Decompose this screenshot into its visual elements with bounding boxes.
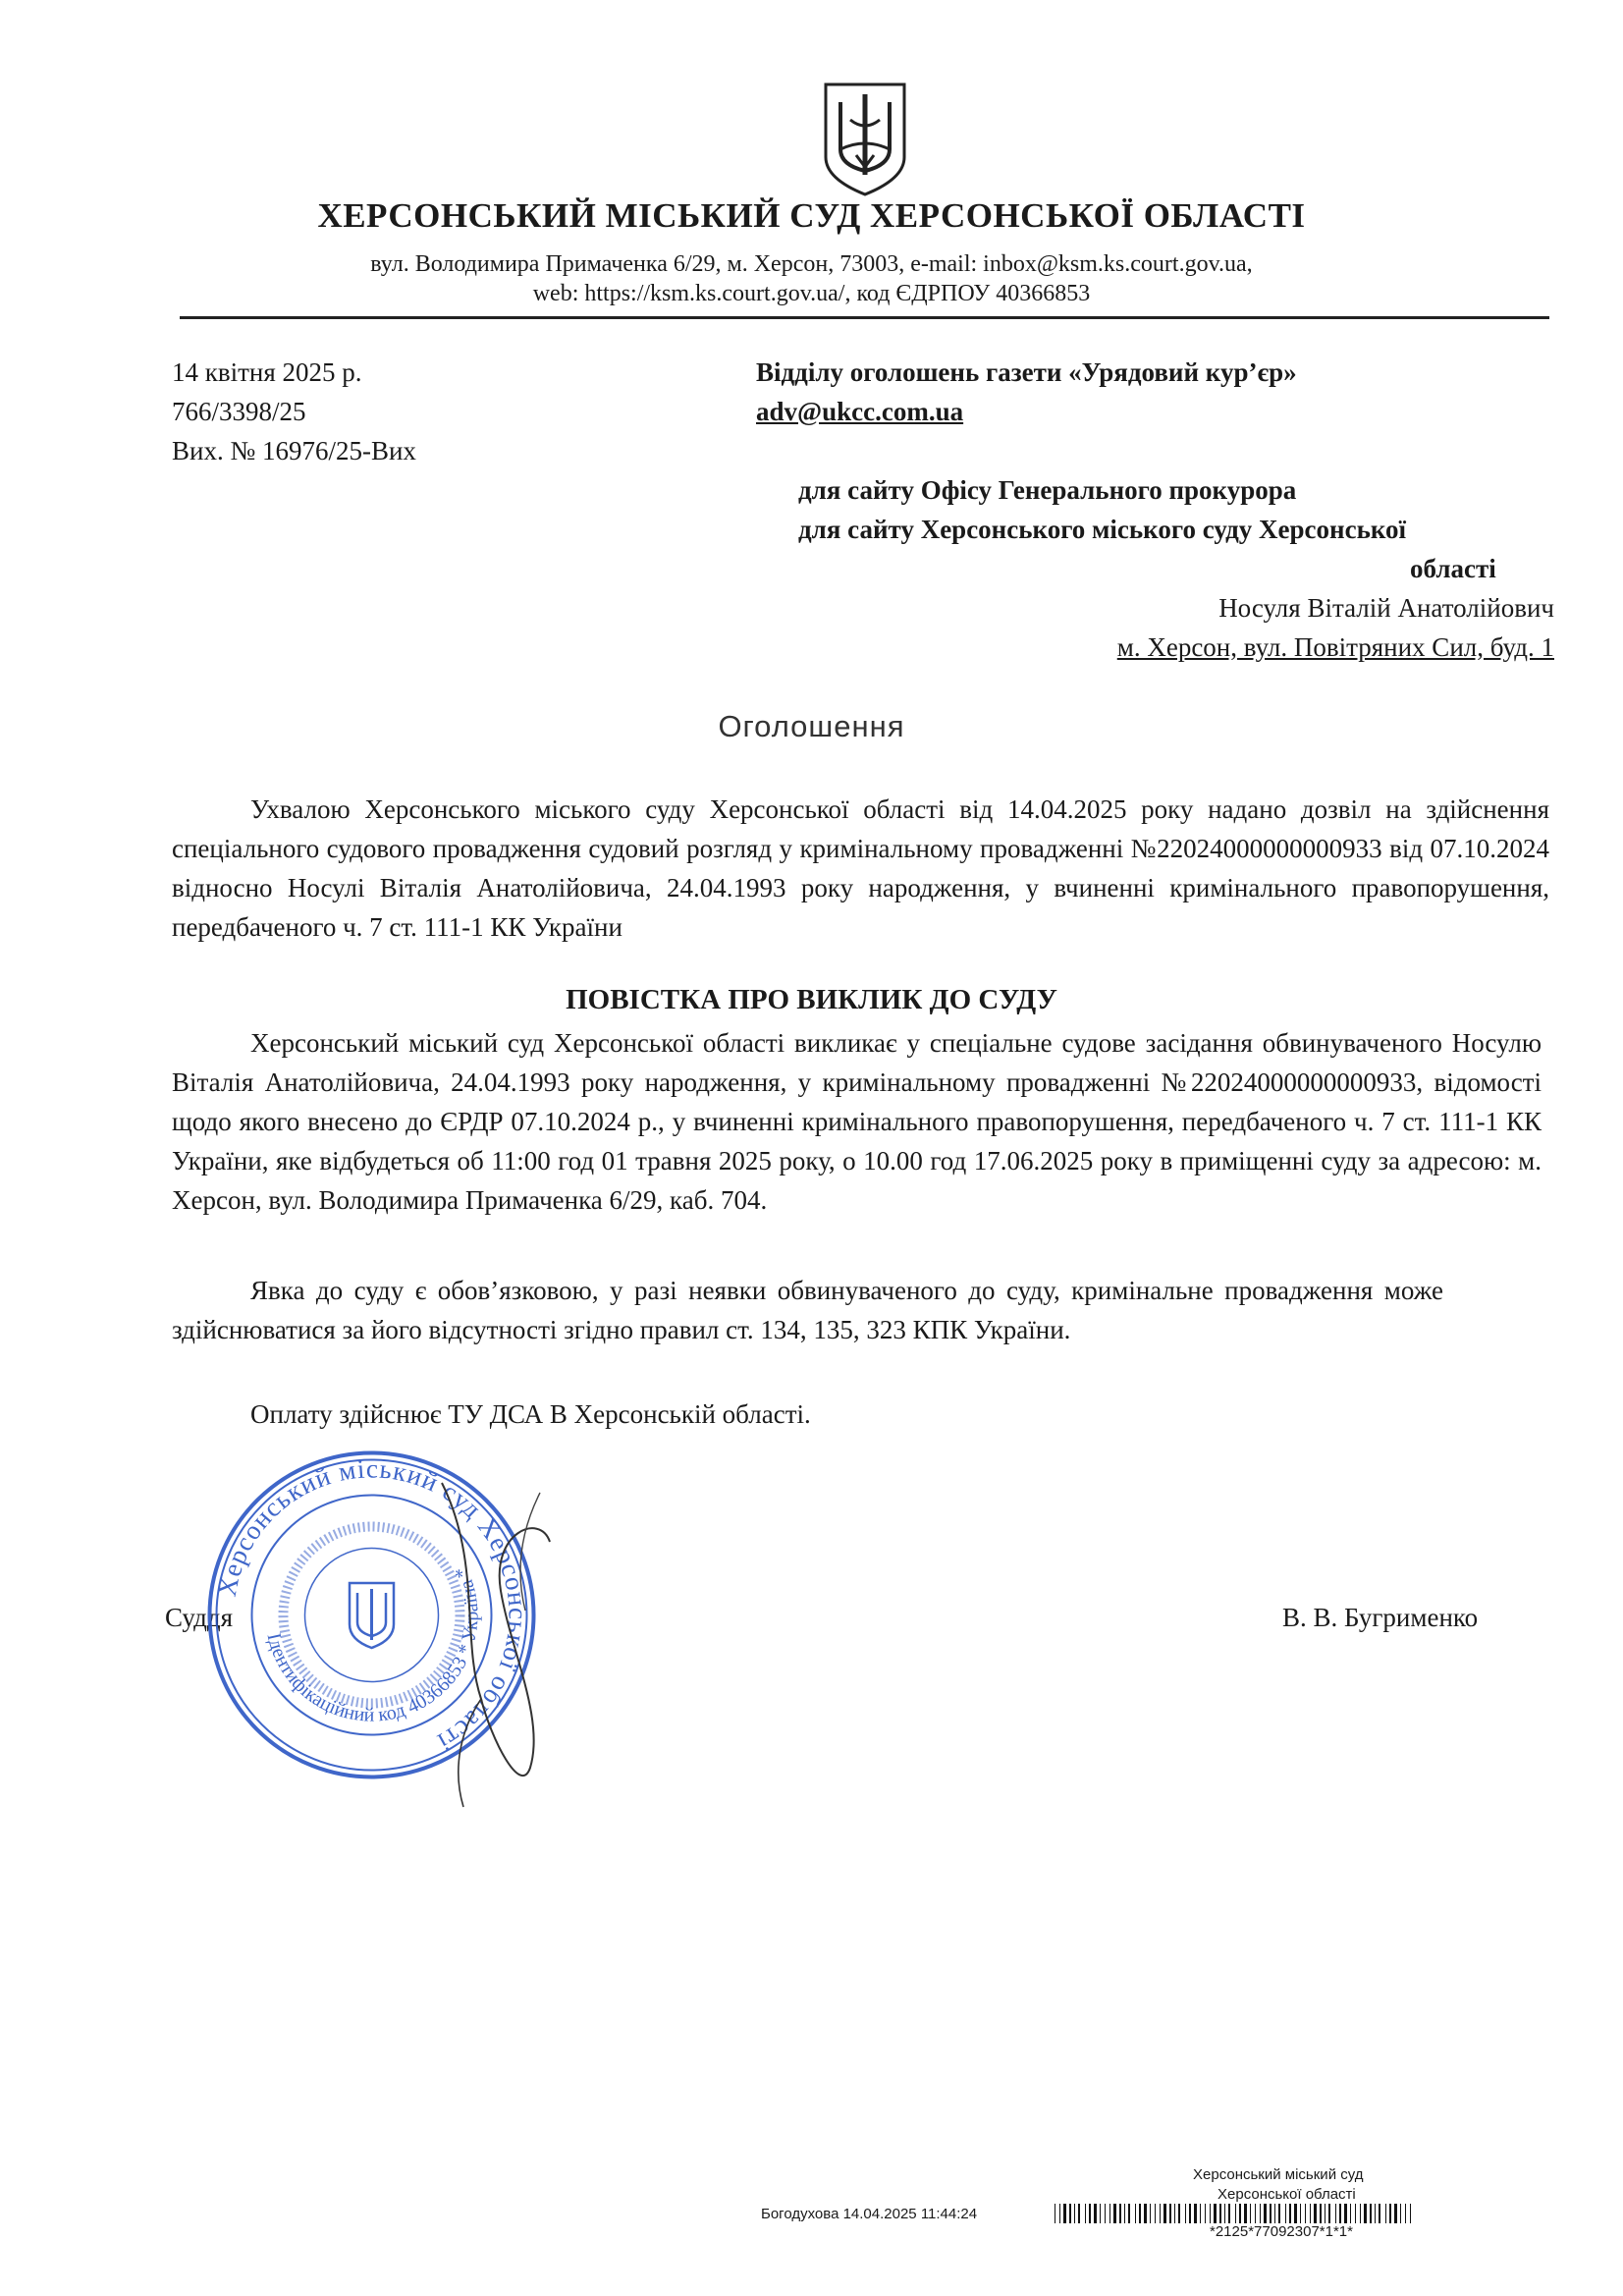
- barcode-bar: [1264, 2204, 1267, 2223]
- barcode-bar: [1228, 2204, 1230, 2223]
- barcode-bar: [1224, 2204, 1225, 2223]
- barcode-bar: [1294, 2204, 1297, 2223]
- barcode-bar: [1389, 2204, 1391, 2223]
- barcode-bar: [1219, 2204, 1221, 2223]
- barcode-bar: [1379, 2204, 1380, 2223]
- barcode-bar: [1335, 2204, 1336, 2223]
- barcode-bar: [1163, 2204, 1166, 2223]
- barcode-bar: [1105, 2204, 1106, 2223]
- barcode-bar: [1350, 2204, 1351, 2223]
- barcode-bar: [1375, 2204, 1376, 2223]
- recipient-prosecutor-site: для сайту Офісу Генерального прокурора: [798, 475, 1297, 505]
- footer-court-name: Херсонський міський суд: [1193, 2166, 1364, 2183]
- court-web-line: web: https://ksm.ks.court.gov.ua/, код ЄДРПОУ 40366853: [532, 281, 1091, 306]
- barcode-bar: [1194, 2204, 1197, 2223]
- barcode-bar: [1094, 2204, 1097, 2223]
- document-barcode: [1055, 2204, 1413, 2223]
- case-number: 766/3398/25: [172, 397, 306, 426]
- recipient-court-site: для сайту Херсонського міського суду Херсонської: [798, 515, 1407, 544]
- barcode-bar: [1085, 2204, 1086, 2223]
- court-name-heading: ХЕРСОНСЬКИЙ МІСЬКИЙ СУД ХЕРСОНСЬКОЇ ОБЛАСТІ: [317, 196, 1306, 235]
- barcode-bar: [1214, 2204, 1217, 2223]
- barcode-bar: [1394, 2204, 1397, 2223]
- outgoing-number: Вих. № 16976/25-Вих: [172, 436, 416, 465]
- barcode-bar: [1328, 2204, 1330, 2223]
- seal-outer-text: Херсонський міський суд Херсонської області: [211, 1453, 533, 1758]
- barcode-bar: [1305, 2204, 1306, 2223]
- summons-paragraph-payment: Оплату здійснює ТУ ДСА В Херсонській області.: [250, 1399, 811, 1429]
- barcode-bar: [1314, 2204, 1317, 2223]
- document-date: 14 квітня 2025 р.: [172, 357, 362, 387]
- barcode-bar: [1385, 2204, 1386, 2223]
- barcode-bar: [1370, 2204, 1372, 2223]
- barcode-bar: [1174, 2204, 1175, 2223]
- barcode-bar: [1344, 2204, 1347, 2223]
- handwritten-signature: [422, 1473, 599, 1827]
- barcode-bar: [1250, 2204, 1251, 2223]
- barcode-bar: [1078, 2204, 1080, 2223]
- barcode-bar: [1260, 2204, 1261, 2223]
- barcode-bar: [1239, 2204, 1241, 2223]
- barcode-bar: [1135, 2204, 1136, 2223]
- barcode-bar: [1300, 2204, 1301, 2223]
- barcode-bar: [1270, 2204, 1271, 2223]
- addressee-address: м. Херсон, вул. Повітряних Сил, буд. 1: [1116, 632, 1554, 662]
- barcode-bar: [1289, 2204, 1291, 2223]
- seal-inner-text: Ідентифікаційний код 40366853 * Україна *: [262, 1562, 483, 1726]
- judge-name: В. В. Бугрименко: [1282, 1603, 1479, 1632]
- barcode-bar: [1320, 2204, 1322, 2223]
- barcode-bar: [1069, 2204, 1071, 2223]
- barcode-bar: [1089, 2204, 1091, 2223]
- barcode-bar: [1144, 2204, 1147, 2223]
- addressee-name: Носуля Віталій Анатолійович: [1218, 593, 1554, 623]
- barcode-code: *2125*77092307*1*1*: [1210, 2223, 1353, 2240]
- barcode-bar: [1189, 2204, 1191, 2223]
- barcode-bar: [1235, 2204, 1236, 2223]
- barcode-bar: [1310, 2204, 1311, 2223]
- barcode-bar: [1139, 2204, 1141, 2223]
- judge-label: Суддя: [165, 1603, 234, 1632]
- barcode-bar: [1063, 2204, 1066, 2223]
- court-address-line: вул. Володимира Примаченка 6/29, м. Херсон, 73003, e-mail: inbox@ksm.ks.court.gov.ua,: [370, 251, 1253, 277]
- barcode-bar: [1074, 2204, 1075, 2223]
- barcode-bar: [1205, 2204, 1206, 2223]
- barcode-bar: [1364, 2204, 1367, 2223]
- seal-trident-icon: [350, 1583, 394, 1648]
- summons-paragraph-attendance: Явка до суду є обов’язковою, у разі неявки обвинуваченого до суду, кримінальне провадження може здійснюватися за його відсутності згідно правил ст. 134, 135, 323 КПК України.: [172, 1276, 1443, 1344]
- barcode-bar: [1339, 2204, 1341, 2223]
- barcode-bar: [1100, 2204, 1101, 2223]
- announcement-title: Оголошення: [718, 709, 905, 743]
- barcode-bar: [1244, 2204, 1247, 2223]
- barcode-bar: [1410, 2204, 1411, 2223]
- footer-court-region: Херсонської області: [1217, 2186, 1356, 2203]
- recipient-court-site-cont: області: [1410, 554, 1496, 583]
- barcode-bar: [1113, 2204, 1116, 2223]
- trident-emblem-icon: [821, 81, 909, 198]
- barcode-bar: [1274, 2204, 1275, 2223]
- barcode-bar: [1400, 2204, 1401, 2223]
- recipient-email-link[interactable]: adv@ukcc.com.ua: [756, 397, 964, 426]
- announcement-paragraph: Ухвалою Херсонського міського суду Херсонської області від 14.04.2025 року надано дозвіл на здійснення спеціального судового провадження судовий розгляд у кримінальному провадженні №22024000000000933 від 07.10.2024 відносно Носулі Віталія Анатолійовича, 24.04.1993 року народження, у вчиненні кримінального правопорушення, передбаченого ч. 7 ст. 111-1 КК України: [172, 794, 1549, 942]
- barcode-bar: [1119, 2204, 1121, 2223]
- summons-paragraph-main: Херсонський міський суд Херсонської області викликає у спеціальне судове засідання обвинуваченого Носулю Віталія Анатолійовича, 24.04.1993 року народження, у кримінальному провадженні №22024000000000933, відомості щодо якого внесено до ЄРДР 07.10.2024 р., у вчиненні кримінального правопорушення, передбаченого ч. 7 ст. 111-1 КК України, яке відбудеться об 11:00 год 01 травня 2025 року, о 10.00 год 17.06.2025 року в приміщенні суду за адресою: м. Херсон, вул. Володимира Примаченка 6/29, каб. 704.: [172, 1028, 1542, 1215]
- recipient-newspaper: Відділу оголошень газети «Урядовий кур’єр»: [756, 357, 1297, 387]
- barcode-bar: [1210, 2204, 1211, 2223]
- barcode-bar: [1124, 2204, 1125, 2223]
- barcode-bar: [1405, 2204, 1406, 2223]
- barcode-bar: [1169, 2204, 1171, 2223]
- barcode-bar: [1059, 2204, 1060, 2223]
- barcode-bar: [1178, 2204, 1180, 2223]
- barcode-bar: [1128, 2204, 1130, 2223]
- barcode-bar: [1155, 2204, 1156, 2223]
- footer-operator-stamp: Богодухова 14.04.2025 11:44:24: [761, 2206, 978, 2222]
- barcode-bar: [1160, 2204, 1161, 2223]
- barcode-bar: [1109, 2204, 1110, 2223]
- barcode-bar: [1285, 2204, 1286, 2223]
- barcode-bar: [1150, 2204, 1151, 2223]
- barcode-bar: [1185, 2204, 1186, 2223]
- barcode-bar: [1200, 2204, 1201, 2223]
- barcode-bar: [1355, 2204, 1356, 2223]
- barcode-bar: [1255, 2204, 1256, 2223]
- barcode-bar: [1278, 2204, 1280, 2223]
- barcode-bar: [1360, 2204, 1361, 2223]
- summons-title: ПОВІСТКА ПРО ВИКЛИК ДО СУДУ: [566, 984, 1057, 1015]
- header-divider: [180, 316, 1549, 319]
